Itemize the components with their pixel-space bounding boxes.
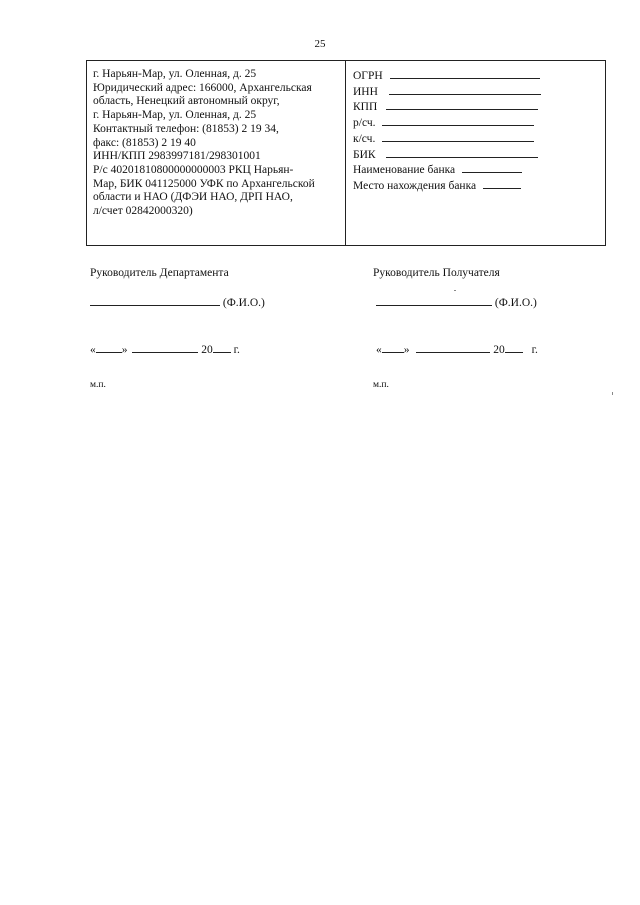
recipient-signature-line <box>376 295 537 310</box>
field-label: БИК <box>353 148 376 161</box>
blank-line <box>389 84 541 95</box>
department-date-line <box>90 342 240 357</box>
department-stamp-place: м.п. <box>90 380 106 390</box>
day-blank <box>96 342 122 353</box>
department-line: область, Ненецкий автономный округ, <box>93 95 280 108</box>
year-prefix: 20 <box>201 344 213 356</box>
department-line: Р/с 40201810800000000003 РКЦ Нарьян- <box>93 163 294 176</box>
table-divider <box>345 61 346 245</box>
page-number: 25 <box>314 38 326 50</box>
department-signature-line <box>90 295 265 310</box>
blank-line <box>386 147 538 158</box>
recipient-stamp-place: м.п. <box>373 380 389 390</box>
department-line: Контактный телефон: (81853) 2 19 34, <box>93 122 279 135</box>
field-label: Место нахождения банка <box>353 179 477 192</box>
recipient-date-line <box>376 342 538 357</box>
recipient-head-title: Руководитель Получателя <box>373 267 500 279</box>
department-line: факс: (81853) 2 19 40 <box>93 136 196 149</box>
blank-line <box>382 115 534 126</box>
recipient-field-kpp <box>353 99 603 115</box>
year-blank <box>213 342 231 353</box>
month-blank <box>132 342 198 353</box>
department-line: Юридический адрес: 166000, Архангельская <box>93 81 312 94</box>
field-label: р/сч. <box>353 117 376 130</box>
recipient-field-ks <box>353 131 603 147</box>
fio-label: (Ф.И.О.) <box>222 297 265 309</box>
requisites-table <box>86 60 606 246</box>
year-suffix: г. <box>531 344 538 356</box>
recipient-field-inn <box>353 84 603 100</box>
scan-speck <box>454 290 456 291</box>
year-blank <box>505 342 523 353</box>
department-line: л/счет 02842000320) <box>93 205 193 218</box>
blank-line <box>390 68 540 79</box>
recipient-field-bank-location <box>353 178 603 194</box>
field-label: к/сч. <box>353 132 376 145</box>
year-prefix: 20 <box>493 344 505 356</box>
fio-label: (Ф.И.О.) <box>494 297 537 309</box>
department-requisites <box>93 68 343 219</box>
department-line: области и НАО (ДФЭИ НАО, ДРП НАО, <box>93 191 293 204</box>
department-line: ИНН/КПП 2983997181/298301001 <box>93 150 261 163</box>
quote-open: « <box>376 344 382 356</box>
department-line: г. Нарьян-Мар, ул. Оленная, д. 25 <box>93 68 257 80</box>
recipient-field-bank-name <box>353 162 603 178</box>
field-label: Наименование банка <box>353 164 456 177</box>
month-blank <box>416 342 490 353</box>
quote-open: « <box>90 344 96 356</box>
signature-blank <box>90 295 220 306</box>
field-label: КПП <box>353 101 378 114</box>
recipient-field-ogrn <box>353 68 603 84</box>
year-suffix: г. <box>233 344 240 356</box>
field-label: ОГРН <box>353 70 383 82</box>
quote-close: » <box>121 344 128 356</box>
recipient-requisites <box>353 68 603 194</box>
quote-close: » <box>403 344 410 356</box>
day-blank <box>382 342 404 353</box>
department-head-title: Руководитель Департамента <box>90 267 229 279</box>
blank-line <box>382 131 534 142</box>
field-label: ИНН <box>353 85 378 98</box>
signature-blank <box>376 295 492 306</box>
scan-speck <box>612 392 613 395</box>
recipient-field-rs <box>353 115 603 131</box>
department-line: г. Нарьян-Мар, ул. Оленная, д. 25 <box>93 109 257 122</box>
blank-line <box>483 178 521 189</box>
blank-line <box>386 99 538 110</box>
blank-line <box>462 162 522 173</box>
recipient-field-bik <box>353 147 603 163</box>
department-line: Мар, БИК 041125000 УФК по Архангельской <box>93 177 315 190</box>
